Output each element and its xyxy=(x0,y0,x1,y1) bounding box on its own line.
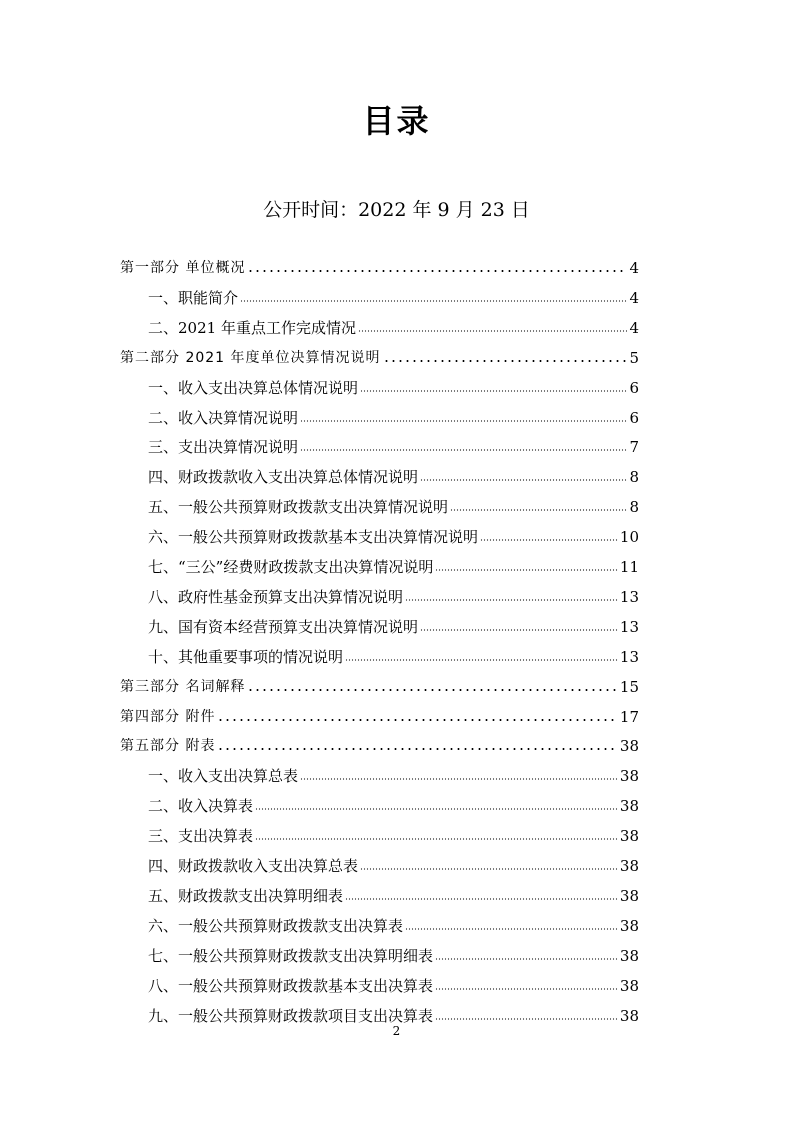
toc-entry-page: 7 xyxy=(629,438,639,456)
dot-leader xyxy=(217,746,617,752)
toc-entry-label: 六、一般公共预算财政拨款基本支出决算情况说明 xyxy=(148,528,479,546)
toc-entry-page: 8 xyxy=(629,498,639,516)
toc-entry-page: 4 xyxy=(629,319,639,337)
toc-entry[interactable] xyxy=(148,972,639,996)
toc-entry-page: 15 xyxy=(619,678,639,696)
toc-entry-page: 5 xyxy=(629,349,639,367)
toc-section-entry[interactable] xyxy=(120,344,639,368)
toc-entry-label: 一、收入支出决算总体情况说明 xyxy=(148,379,359,397)
dot-leader xyxy=(420,477,627,483)
toc-entry-page: 13 xyxy=(619,648,639,666)
dot-leader xyxy=(345,657,618,663)
toc-entry-label: 四、财政拨款收入支出决算总体情况说明 xyxy=(148,468,419,486)
toc-entry-page: 38 xyxy=(619,887,639,905)
toc-entry[interactable] xyxy=(148,643,639,667)
toc-entry[interactable] xyxy=(148,493,639,517)
toc-section-entry[interactable] xyxy=(120,703,639,727)
dot-leader xyxy=(300,447,627,453)
toc-entry-label: 三、支出决算情况说明 xyxy=(148,438,299,456)
toc-entry-label: 九、一般公共预算财政拨款项目支出决算表 xyxy=(148,1007,434,1025)
dot-leader xyxy=(435,956,618,962)
toc-entry-page: 6 xyxy=(629,379,639,397)
toc-entry-label: 二、收入决算表 xyxy=(148,797,254,815)
toc-entry[interactable] xyxy=(148,852,639,876)
dot-leader xyxy=(240,298,627,304)
toc-entry-label: 一、职能简介 xyxy=(148,289,239,307)
toc-entry-label: 七、“三公”经费财政拨款支出决算情况说明 xyxy=(148,558,434,576)
toc-entry-label: 第五部分 附表 xyxy=(120,738,216,754)
toc-entry-page: 13 xyxy=(619,588,639,606)
toc-entry-label: 五、一般公共预算财政拨款支出决算情况说明 xyxy=(148,498,449,516)
dot-leader xyxy=(255,836,618,842)
dot-leader xyxy=(435,1016,618,1022)
dot-leader xyxy=(358,328,628,334)
toc-entry[interactable] xyxy=(148,463,639,487)
toc-entry[interactable] xyxy=(148,523,639,547)
dot-leader xyxy=(247,687,617,693)
toc-section-entry[interactable] xyxy=(120,673,639,697)
toc-entry[interactable] xyxy=(148,583,639,607)
toc-entry[interactable] xyxy=(148,433,639,457)
toc-entry-page: 38 xyxy=(619,947,639,965)
toc-entry-label: 三、支出决算表 xyxy=(148,827,254,845)
toc-entry-label: 七、一般公共预算财政拨款支出决算明细表 xyxy=(148,947,434,965)
dot-leader xyxy=(345,896,618,902)
toc-entry-page: 38 xyxy=(619,977,639,995)
dot-leader xyxy=(450,507,627,513)
toc-entry-page: 38 xyxy=(619,917,639,935)
toc-entry-page: 38 xyxy=(619,797,639,815)
toc-entry[interactable] xyxy=(148,1002,639,1026)
toc-entry[interactable] xyxy=(148,284,639,308)
dot-leader xyxy=(360,388,627,394)
toc-entry[interactable] xyxy=(148,404,639,428)
toc-entry-page: 38 xyxy=(619,1007,639,1025)
toc-entry[interactable] xyxy=(148,792,639,816)
dot-leader xyxy=(383,358,628,364)
dot-leader xyxy=(300,418,627,424)
toc-entry-label: 十、其他重要事项的情况说明 xyxy=(148,648,344,666)
toc-entry-label: 九、国有资本经营预算支出决算情况说明 xyxy=(148,618,419,636)
toc-entry-page: 10 xyxy=(619,528,639,546)
toc-entry[interactable] xyxy=(148,374,639,398)
toc-entry-page: 4 xyxy=(629,259,639,277)
toc-entry[interactable] xyxy=(148,822,639,846)
toc-entry-page: 8 xyxy=(629,468,639,486)
toc-entry-label: 八、一般公共预算财政拨款基本支出决算表 xyxy=(148,977,434,995)
toc-entry[interactable] xyxy=(148,912,639,936)
toc-entry-label: 一、收入支出决算总表 xyxy=(148,767,299,785)
dot-leader xyxy=(300,776,618,782)
dot-leader xyxy=(480,537,618,543)
dot-leader xyxy=(435,986,618,992)
toc-entry-page: 38 xyxy=(619,857,639,875)
dot-leader xyxy=(255,806,618,812)
dot-leader xyxy=(435,567,618,573)
toc-entry-page: 17 xyxy=(619,708,639,726)
toc-entry-label: 第三部分 名词解释 xyxy=(120,679,246,695)
toc-entry-label: 六、一般公共预算财政拨款支出决算表 xyxy=(148,917,404,935)
toc-entry[interactable] xyxy=(148,613,639,637)
dot-leader xyxy=(247,268,627,274)
toc-entry[interactable] xyxy=(148,762,639,786)
toc-entry-page: 38 xyxy=(619,737,639,755)
dot-leader xyxy=(405,597,618,603)
toc-entry-label: 二、2021 年重点工作完成情况 xyxy=(148,319,356,337)
toc-entry-label: 第一部分 单位概况 xyxy=(120,260,246,276)
toc-entry-label: 第四部分 附件 xyxy=(120,709,216,725)
toc-entry-page: 38 xyxy=(619,827,639,845)
toc-entry-label: 四、财政拨款收入支出决算总表 xyxy=(148,857,359,875)
publish-date: 公开时间：2022 年 9 月 23 日 xyxy=(263,199,530,221)
toc-entry-label: 五、财政拨款支出决算明细表 xyxy=(148,887,344,905)
toc-entry-label: 第二部分 2021 年度单位决算情况说明 xyxy=(120,350,381,366)
toc-section-entry[interactable] xyxy=(120,732,639,756)
dot-leader xyxy=(217,717,617,723)
toc-entry-label: 八、政府性基金预算支出决算情况说明 xyxy=(148,588,404,606)
toc-entry-page: 38 xyxy=(619,767,639,785)
dot-leader xyxy=(360,866,618,872)
toc-entry[interactable] xyxy=(148,882,639,906)
toc-entry-label: 二、收入决算情况说明 xyxy=(148,409,299,427)
toc-entry-page: 11 xyxy=(619,558,639,576)
toc-entry[interactable] xyxy=(148,553,639,577)
page-number: 2 xyxy=(392,1024,401,1038)
toc-entry[interactable] xyxy=(148,314,639,338)
toc-entry-page: 4 xyxy=(629,289,639,307)
toc-entry-page: 13 xyxy=(619,618,639,636)
dot-leader xyxy=(420,627,618,633)
dot-leader xyxy=(405,926,618,932)
toc-entry-page: 6 xyxy=(629,409,639,427)
toc-entry[interactable] xyxy=(148,942,639,966)
document-title: 目录 xyxy=(362,102,431,140)
toc-section-entry[interactable] xyxy=(120,254,639,278)
